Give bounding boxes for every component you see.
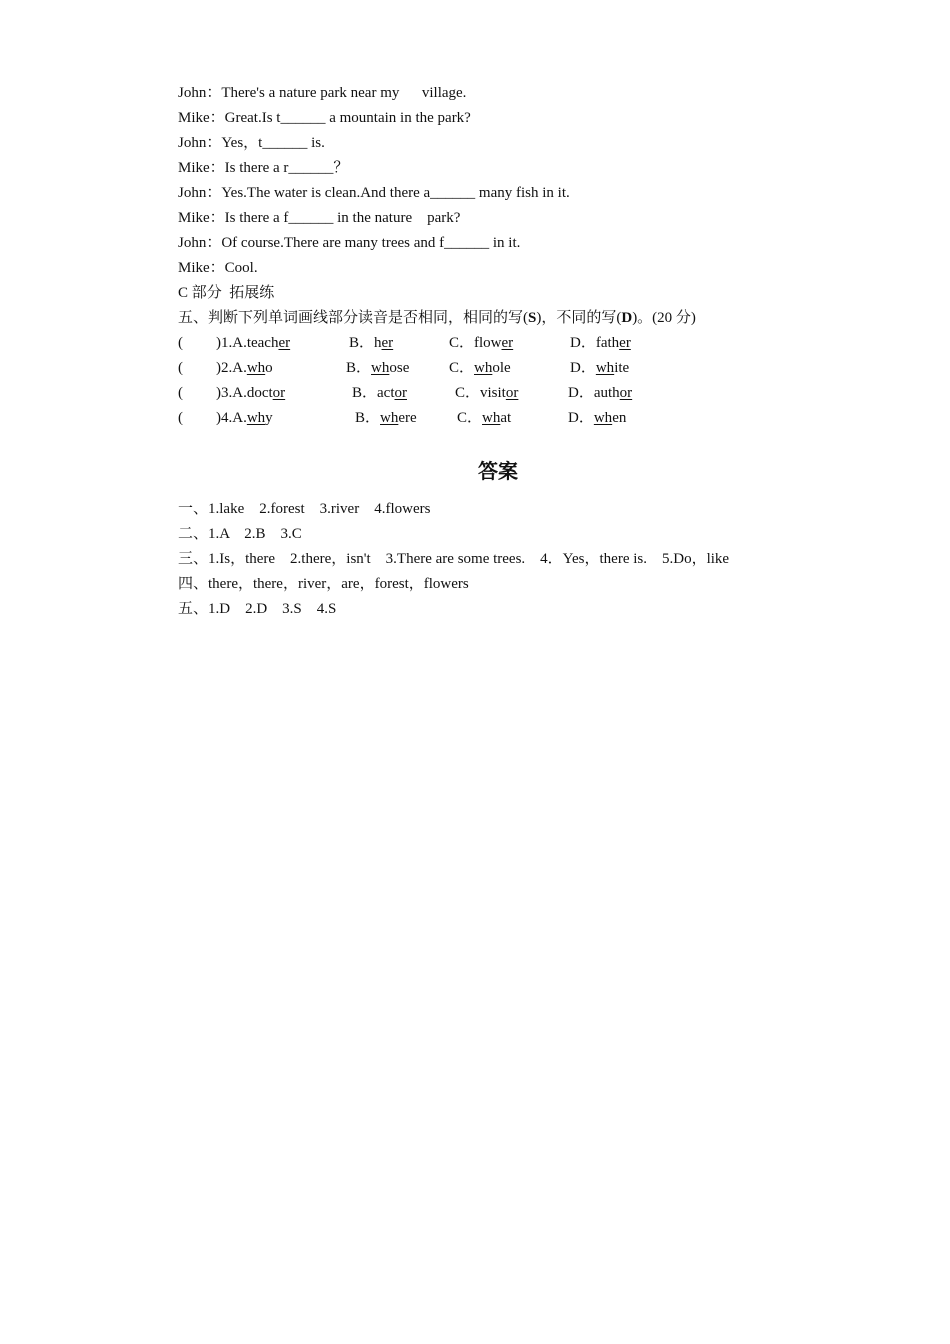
option-b: B．whose	[346, 360, 410, 376]
dialogue-line: Mike：Great.Is t______ a mountain in the park?	[178, 110, 471, 126]
answer-line: 五、1.D 2.D 3.S 4.S	[178, 601, 337, 617]
option-c: C．flower	[449, 335, 514, 351]
option-c: C．visitor	[455, 385, 519, 401]
answer-line: 三、1.Is，there 2.there，isn't 3.There are some trees. 4．Yes，there is. 5.Do，like	[178, 551, 730, 567]
answers-heading: 答案	[478, 459, 518, 483]
answer-line: 一、1.lake 2.forest 3.river 4.flowers	[178, 501, 431, 517]
worksheet-page	[178, 81, 818, 622]
answer-key	[178, 497, 818, 622]
answer-blank[interactable]: (	[178, 385, 183, 401]
option-a: )4.A.why	[216, 410, 273, 426]
dialogue-line: John：Yes.The water is clean.And there a______ many fish in it.	[178, 185, 570, 201]
section-5-suffix: )。(20 分)	[632, 310, 696, 326]
option-d: D．author	[568, 385, 633, 401]
dialogue	[178, 81, 818, 281]
option-c: C．whole	[449, 360, 511, 376]
section-5-s: S	[528, 310, 537, 326]
section-c-heading: C 部分 拓展练	[178, 285, 275, 301]
option-b: B．her	[349, 335, 394, 351]
answer-line: 二、1.A 2.B 3.C	[178, 526, 302, 542]
dialogue-line: Mike：Is there a f______ in the nature park?	[178, 210, 461, 226]
section-5-mid: )，不同的写(	[536, 310, 622, 326]
option-a: )2.A.who	[216, 360, 273, 376]
quiz-question	[178, 381, 818, 406]
answer-blank[interactable]: (	[178, 360, 183, 376]
section-5-heading	[178, 306, 818, 331]
option-a: )3.A.doctor	[216, 385, 286, 401]
section-5-prefix: 五、判断下列单词画线部分读音是否相同，相同的写(	[178, 310, 528, 326]
dialogue-line: Mike：Cool.	[178, 260, 258, 276]
quiz-question	[178, 331, 818, 356]
quiz-question	[178, 406, 818, 431]
option-b: B．where	[355, 410, 417, 426]
pronunciation-quiz	[178, 331, 818, 431]
quiz-question	[178, 356, 818, 381]
option-b: B．actor	[352, 385, 407, 401]
answer-blank[interactable]: (	[178, 410, 183, 426]
dialogue-line: Mike：Is there a r______？	[178, 160, 349, 176]
section-5-d: D	[621, 310, 633, 326]
option-d: D．white	[570, 360, 630, 376]
answer-line: 四、there，there，river，are，forest，flowers	[178, 576, 469, 592]
option-a: )1.A.teacher	[216, 335, 291, 351]
option-c: C．what	[457, 410, 512, 426]
dialogue-line: John：Of course.There are many trees and f______ in it.	[178, 235, 521, 251]
option-d: D．father	[570, 335, 631, 351]
option-d: D．when	[568, 410, 627, 426]
dialogue-line: John：There's a nature park near my village.	[178, 85, 467, 101]
dialogue-line: John：Yes，t______ is.	[178, 135, 325, 151]
answer-blank[interactable]: (	[178, 335, 183, 351]
